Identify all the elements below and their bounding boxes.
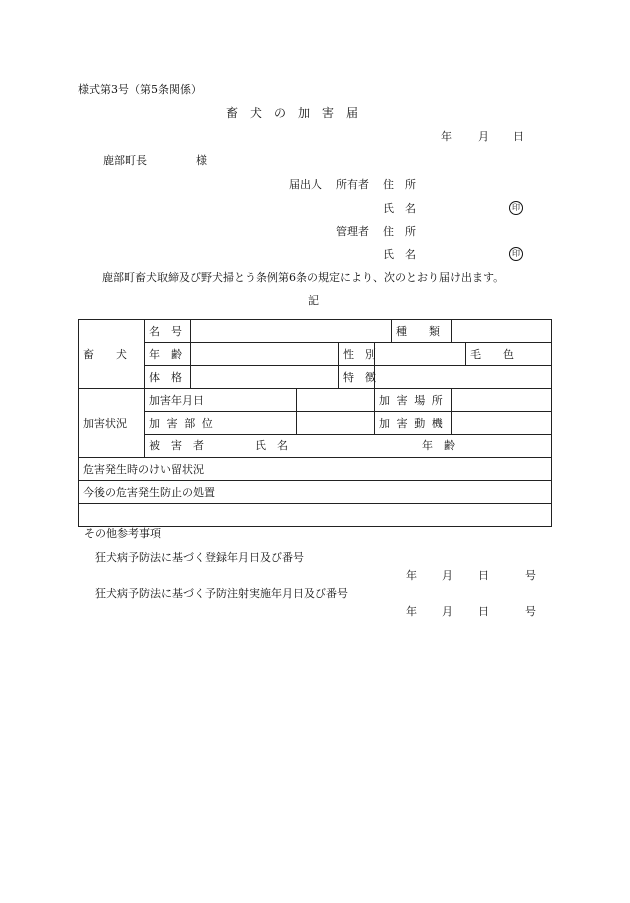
sex-value[interactable] <box>375 343 466 366</box>
retention-field[interactable]: 危害発生時のけい留状況 <box>79 458 552 481</box>
table-row <box>79 343 552 366</box>
injection-day: 日 <box>478 605 489 618</box>
owner-name-label: 氏 名 <box>383 202 416 215</box>
date-label: 加害年月日 <box>145 389 297 412</box>
action-value[interactable] <box>452 412 552 435</box>
breed-label: 種 類 <box>392 320 452 343</box>
registration-day: 日 <box>478 569 489 582</box>
table-row <box>79 458 552 481</box>
injection-label: 狂犬病予防法に基づく予防注射実施年月日及び番号 <box>95 587 348 600</box>
registration-label: 狂犬病予防法に基づく登録年月日及び番号 <box>95 551 304 564</box>
injection-year: 年 <box>406 605 417 618</box>
build-value[interactable] <box>191 366 339 389</box>
addressee-suffix: 様 <box>196 154 207 167</box>
table-row <box>79 320 552 343</box>
manager-seal-mark: 印 <box>509 247 523 261</box>
table-row <box>79 366 552 389</box>
manager-address-label: 住 所 <box>383 225 416 238</box>
victim-name-label: 氏 名 <box>255 439 288 452</box>
part-label: 加害部位 <box>145 412 297 435</box>
registration-month: 月 <box>442 569 453 582</box>
age-value[interactable] <box>191 343 339 366</box>
part-value[interactable] <box>297 412 375 435</box>
build-label: 体 格 <box>145 366 191 389</box>
name-label: 名 号 <box>145 320 191 343</box>
date-year-label: 年 <box>441 130 452 143</box>
victim-label: 被 害 者 <box>149 439 204 452</box>
date-day-label: 日 <box>513 130 524 143</box>
status-section-label: 加害状況 <box>79 389 145 458</box>
breed-value[interactable] <box>452 320 552 343</box>
injection-number: 号 <box>525 605 536 618</box>
name-value[interactable] <box>191 320 392 343</box>
victim-row[interactable] <box>145 435 552 458</box>
date-value[interactable] <box>297 389 375 412</box>
table-row <box>79 412 552 435</box>
features-label: 特 徴 <box>339 366 375 389</box>
table-row <box>79 481 552 504</box>
dog-section-label: 畜 犬 <box>79 320 145 389</box>
form-number: 様式第3号（第5条関係） <box>78 83 202 96</box>
manager-label: 管理者 <box>336 225 369 238</box>
age-label: 年 齢 <box>145 343 191 366</box>
table-row <box>79 389 552 412</box>
sex-label: 性 別 <box>339 343 375 366</box>
features-value[interactable] <box>375 366 552 389</box>
owner-seal-mark: 印 <box>509 201 523 215</box>
table-row <box>79 504 552 527</box>
injection-month: 月 <box>442 605 453 618</box>
date-month-label: 月 <box>478 130 489 143</box>
action-label: 加害動機 <box>375 412 452 435</box>
victim-age-label: 年 齢 <box>422 439 455 452</box>
prevention-field[interactable]: 今後の危害発生防止の処置 <box>79 481 552 504</box>
table-row <box>79 435 552 458</box>
registration-number: 号 <box>525 569 536 582</box>
applicant-label: 届出人 <box>289 178 322 191</box>
report-table <box>78 319 552 618</box>
owner-label: 所有者 <box>336 178 369 191</box>
statement: 鹿部町畜犬取締及び野犬掃とう条例第6条の規定により、次のとおり届け出ます。 <box>102 271 505 284</box>
manager-name-label: 氏 名 <box>383 248 416 261</box>
place-value[interactable] <box>452 389 552 412</box>
other-notes-label: その他参考事項 <box>84 527 161 540</box>
place-label: 加害場所 <box>375 389 452 412</box>
form-title: 畜 犬 の 加 害 届 <box>226 106 359 120</box>
addressee-name: 鹿部町長 <box>103 154 147 167</box>
owner-address-label: 住 所 <box>383 178 416 191</box>
coat-label: 毛 色 <box>466 343 552 366</box>
registration-year: 年 <box>406 569 417 582</box>
other-notes-field[interactable] <box>79 504 552 618</box>
ki-label: 記 <box>308 294 319 307</box>
